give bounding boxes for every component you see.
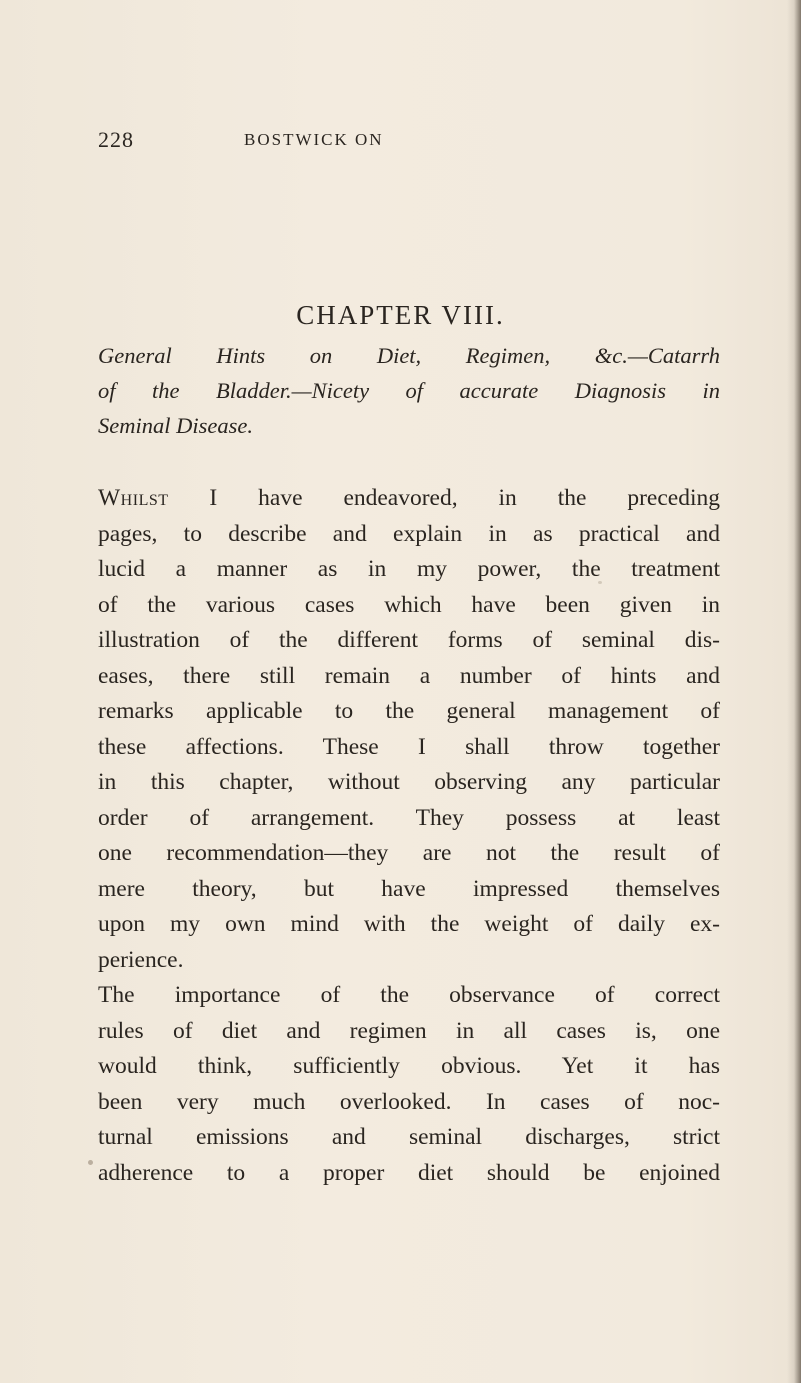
paragraph-line: been very much overlooked. In cases of noc- [98,1088,720,1115]
paragraph-line: these affections. These I shall throw together [98,733,720,760]
paragraph-line: in this chapter, without observing any particular [98,769,720,795]
paragraph-line: remarks applicable to the general management of [98,698,720,724]
running-head [98,127,718,157]
paragraph-line: order of arrangement. They possess at least [98,804,720,831]
first-line-rest: I have endeavored, in the preceding [168,485,720,511]
chapter-summary-line: Seminal Disease. [98,413,253,438]
paragraph-line: would think, sufficiently obvious. Yet it has [98,1053,720,1079]
lead-word: Whilst [98,485,169,511]
paragraph-line: upon my own mind with the weight of daily ex- [98,911,720,937]
running-title: BOSTWICK ON [244,130,384,149]
paragraph-line: adherence to a proper diet should be enjoined [98,1159,720,1186]
paragraph-line: eases, there still remain a number of hints and [98,662,720,689]
paragraph-line: perience. [98,946,184,973]
chapter-title: CHAPTER VIII. [296,300,505,330]
page-number: 228 [98,127,134,152]
paragraph-line: illustration of the different forms of seminal dis- [98,627,720,653]
paragraph-line: one recommendation—they are not the result of [98,840,720,866]
paragraph-line: pages, to describe and explain in as practical and [98,520,720,547]
paper-speck [88,1160,93,1165]
chapter-summary [98,338,720,443]
paragraph-line: lucid a manner as in my power, the treatment [98,556,720,582]
paragraph-line: rules of diet and regimen in all cases is, one [98,1017,720,1044]
paragraph-line: turnal emissions and seminal discharges, strict [98,1124,720,1150]
chapter-summary-line: of the Bladder.—Nicety of accurate Diagnosis in [98,378,720,403]
paragraph-line: of the various cases which have been given in [98,591,720,618]
paragraph-line: mere theory, but have impressed themselves [98,875,720,902]
paragraph-line: The importance of the observance of correct [98,982,720,1008]
chapter-summary-line: General Hints on Diet, Regimen, &c.—Catarrh [98,343,720,368]
paper-speck [598,581,602,584]
page-edge-shadow [787,0,801,1383]
paragraph-first-line [98,481,720,517]
body-text [98,481,720,1191]
